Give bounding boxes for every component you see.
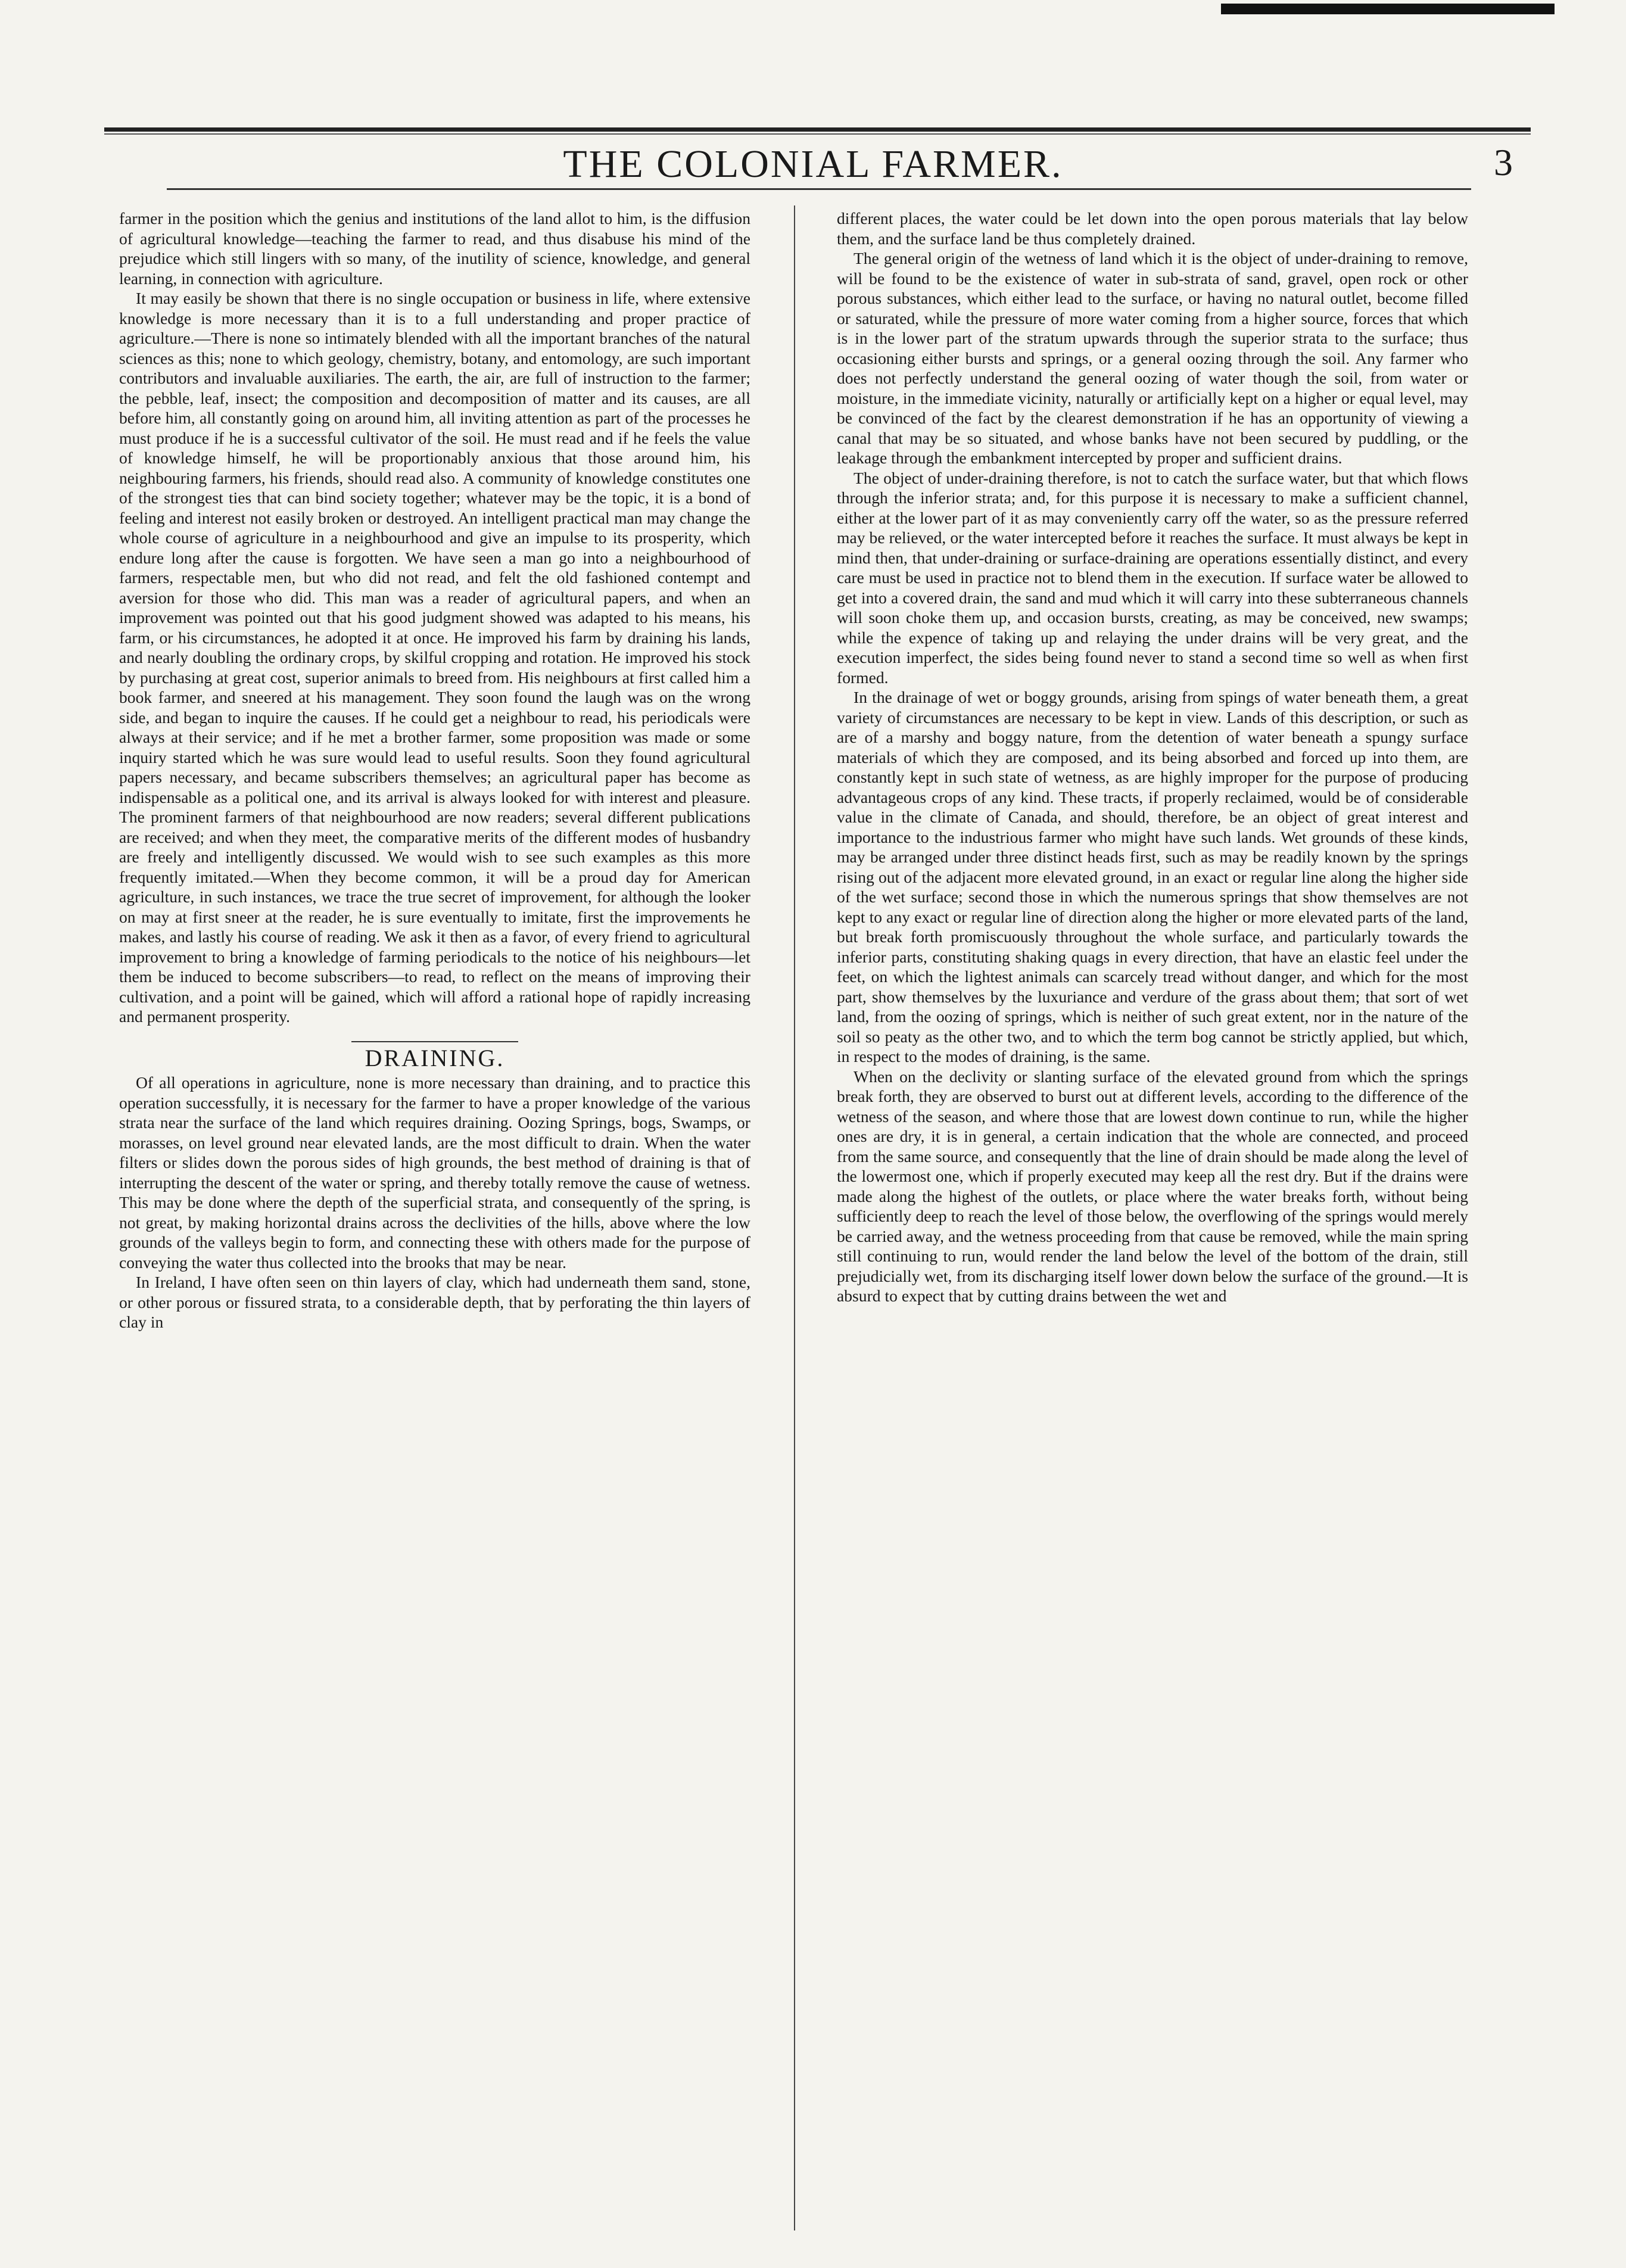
- article-paragraph: In the drainage of wet or boggy grounds, arising from spings of water beneath them, a great variety of circumstances are necessary to be kept in view. Lands of this description, or such as are of a marshy and boggy nature, from the detention of water beneath a spungy surface materials of which they are composed, and its being absorbed and forced up into them, are constantly kept in such state of wetness, as are highly improper for the purpose of producing advantageous crops of any kind. These tracts, if properly reclaimed, would be of considerable value in the climate of Canada, and should, therefore, be an object of great interest and importance to the industrious farmer who might have such lands. Wet grounds of these kinds, may be arranged under three distinct heads first, such as may be readily known by the springs rising out of the adjacent more elevated ground, in an exact or regular line along the higher side of the wet surface; second those in which the numerous springs that show themselves are not kept to any exact or regular line of direction along the higher or more elevated parts of the land, but break forth promiscuously throughout the whole surface, and particularly towards the inferior parts, constituting shaking quags in every direction, that have an elastic feel under the feet, on which the lightest animals can scarcely tread without danger, and which for the most part, show themselves by the luxuriance and verdure of the grass about them; that sort of wet land, from the oozing of springs, which is neither of such great extent, nor in the nature of the soil so peaty as the other two, and to which the term bog cannot be strictly applied, but which, in respect to the modes of draining, is the same.: [837, 688, 1468, 1066]
- article-paragraph: Of all operations in agriculture, none is more necessary than draining, and to practice this operation successfully, it is necessary for the farmer to have a proper knowledge of the various strata near the surface of the land which requires draining. Oozing Springs, bogs, Swamps, or morasses, on level ground near elevated lands, are the most difficult to drain. When the water filters or slides down the porous sides of high grounds, the best method of draining is that of interrupting the descent of the water or spring, and thereby totally remove the cause of wetness. This may be done where the depth of the superficial strata, and consequently of the spring, is not great, by making horizontal drains across the declivities of the hills, above where the low grounds of the valleys begin to form, and connecting these with others made for the purpose of conveying the water thus collected into the brooks that may be near.: [119, 1073, 750, 1272]
- column-divider: [794, 205, 795, 2230]
- header-under-rule: [167, 188, 1471, 190]
- article-paragraph: It may easily be shown that there is no single occupation or business in life, where extensive knowledge is more necessary than it is to a full understanding and proper practice of agriculture.—There is none so intimately blended with all the important branches of the natural sciences as this; none to which geology, chemistry, botany, and entomology, are such important contributors and invaluable auxiliaries. The earth, the air, are full of instruction to the farmer; the pebble, leaf, insect; the composition and decomposition of matter and its causes, are all before him, all constantly going on around him, all inviting attention as part of the processes he must produce if he is a successful cultivator of the soil. He must read and if he feels the value of knowledge himself, he will be proportionably anxious that those around him, his neighbouring farmers, his friends, should read also. A community of knowledge constitutes one of the strongest ties that can bind society together; whatever may be the topic, it is a bond of feeling and interest not easily broken or destroyed. An intelligent practical man may change the whole course of agriculture in a neighbourhood and give an impulse to its prosperity, which endure long after the cause is forgotten. We have seen a man go into a neighbourhood of farmers, respectable men, but who did not read, and felt the old fashioned contempt and aversion for those who did. This man was a reader of agricultural papers, and when an improvement was pointed out that his good judgment showed was adapted to his means, his farm, or his circumstances, he adopted it at once. He improved his farm by draining his lands, and nearly doubling the ordinary crops, by skilful cropping and rotation. He improved his stock by purchasing at great cost, superior animals to breed from. His neighbours at first called him a book farmer, and sneered at his management. They soon found the laugh was on the wrong side, and began to inquire the causes. If he could get a neighbour to read, his periodicals were always at their service; and if he met a brother farmer, some proposition was made or some inquiry started which he was sure would lead to useful results. Soon they found agricultural papers necessary, and became subscribers themselves; an agricultural paper has become as indispensable as a political one, and its arrival is always looked for with interest and pleasure. The prominent farmers of that neighbourhood are now readers; several different publications are received; and when they meet, the comparative merits of the different modes of husbandry are freely and intelligently discussed. We would wish to see such examples as this more frequently imitated.—When they become common, it will be a proud day for American agriculture, in such instances, we trace the true secret of improvement, for although the looker on may at first sneer at the reader, he is sure eventually to imitate, first the improvements he makes, and lastly his course of reading. We ask it then as a favor, of every friend to agricultural improvement to bring a knowledge of farming periodicals to the notice of his neighbours—let them be induced to become subscribers—to read, to reflect on the means of improving their cultivation, and a point will be gained, which will afford a rational hope of rapidly increasing and permanent prosperity.: [119, 289, 750, 1026]
- left-column: [119, 208, 750, 1332]
- article-paragraph: When on the declivity or slanting surface of the elevated ground from which the springs break forth, they are observed to burst out at different levels, according to the difference of the wetness of the season, and where those that are lowest down continue to run, while the higher ones are dry, it is in general, a certain indication that the whole are connected, and proceed from the same source, and consequently that the line of drain should be made along the level of the lowermost one, which if properly executed may keep all the rest dry. But if the drains were made along the highest of the outlets, or place where the water breaks forth, without being sufficiently deep to reach the level of those below, the overflowing of the springs would merely be carried away, and the wetness proceeding from that cause be removed, while the main spring still continuing to run, would render the land below the level of the bottom of the drain, still prejudicially wet, from its discharging itself lower down below the surface of the ground.—It is absurd to expect that by cutting drains between the wet and: [837, 1067, 1468, 1305]
- article-paragraph: The object of under-draining therefore, is not to catch the surface water, but that which flows through the inferior strata; and, for this purpose it is necessary to make a sufficient channel, either at the lower part of it as may conveniently carry off the water, so as the pressure referred may be relieved, or the water intercepted before it reaches the surface. It must always be kept in mind then, that under-draining or surface-draining are operations essentially distinct, and every care must be used in practice not to blend them in the execution. If surface water be allowed to get into a covered drain, the sand and mud which it will carry into these subterraneous channels will soon choke them up, and occasion bursts, creating, as may be conceived, new swamps; while the expence of taking up and relaying the under drains will be very great, and the execution imperfect, the sides being found never to stand a second time so well as when first formed.: [837, 468, 1468, 687]
- section-divider: [351, 1041, 518, 1042]
- header-thick-rule: [104, 127, 1531, 132]
- article-paragraph: In Ireland, I have often seen on thin layers of clay, which had underneath them sand, stone, or other porous or fissured strata, to a considerable depth, that by perforating the thin layers of clay in: [119, 1273, 750, 1331]
- header-thin-rule: [104, 133, 1531, 135]
- article-paragraph: The general origin of the wetness of land which it is the object of under-draining to remove, will be found to be the existence of water in sub-strata of sand, gravel, open rock or other porous substances, which either lead to the surface, or having no natural outlet, become filled or saturated, while the pressure of more water coming from a higher source, forces that which is in the lower part of the stratum upwards through the superior strata to the surface; thus occasioning either bursts and springs, or a general oozing through the soil. Any farmer who does not perfectly understand the general oozing of water though the soil, from water or moisture, in the immediate vicinity, naturally or artificially kept on a higher or equal level, may be convinced of the fact by the clearest demonstration if he has an opportunity of viewing a canal that may be so situated, and whose banks have not been secured by puddling, or the leakage through the embankment intercepted by proper and sufficient drains.: [837, 249, 1468, 467]
- article-paragraph: different places, the water could be let down into the open porous materials that lay below them, and the surface land be thus completely drained.: [837, 209, 1468, 248]
- page-number: 3: [1494, 141, 1513, 183]
- article-paragraph: farmer in the position which the genius and institutions of the land allot to him, is the diffusion of agricultural knowledge—teaching the farmer to read, and thus disabuse his mind of the prejudice which still lingers with so many, of the inutility of science, knowledge, and general learning, in connection with agriculture.: [119, 209, 750, 288]
- scan-edge-mark: [1221, 4, 1555, 14]
- right-column: [837, 208, 1468, 1306]
- running-head-title: THE COLONIAL FARMER.: [563, 142, 1063, 186]
- section-heading: DRAINING.: [365, 1044, 505, 1071]
